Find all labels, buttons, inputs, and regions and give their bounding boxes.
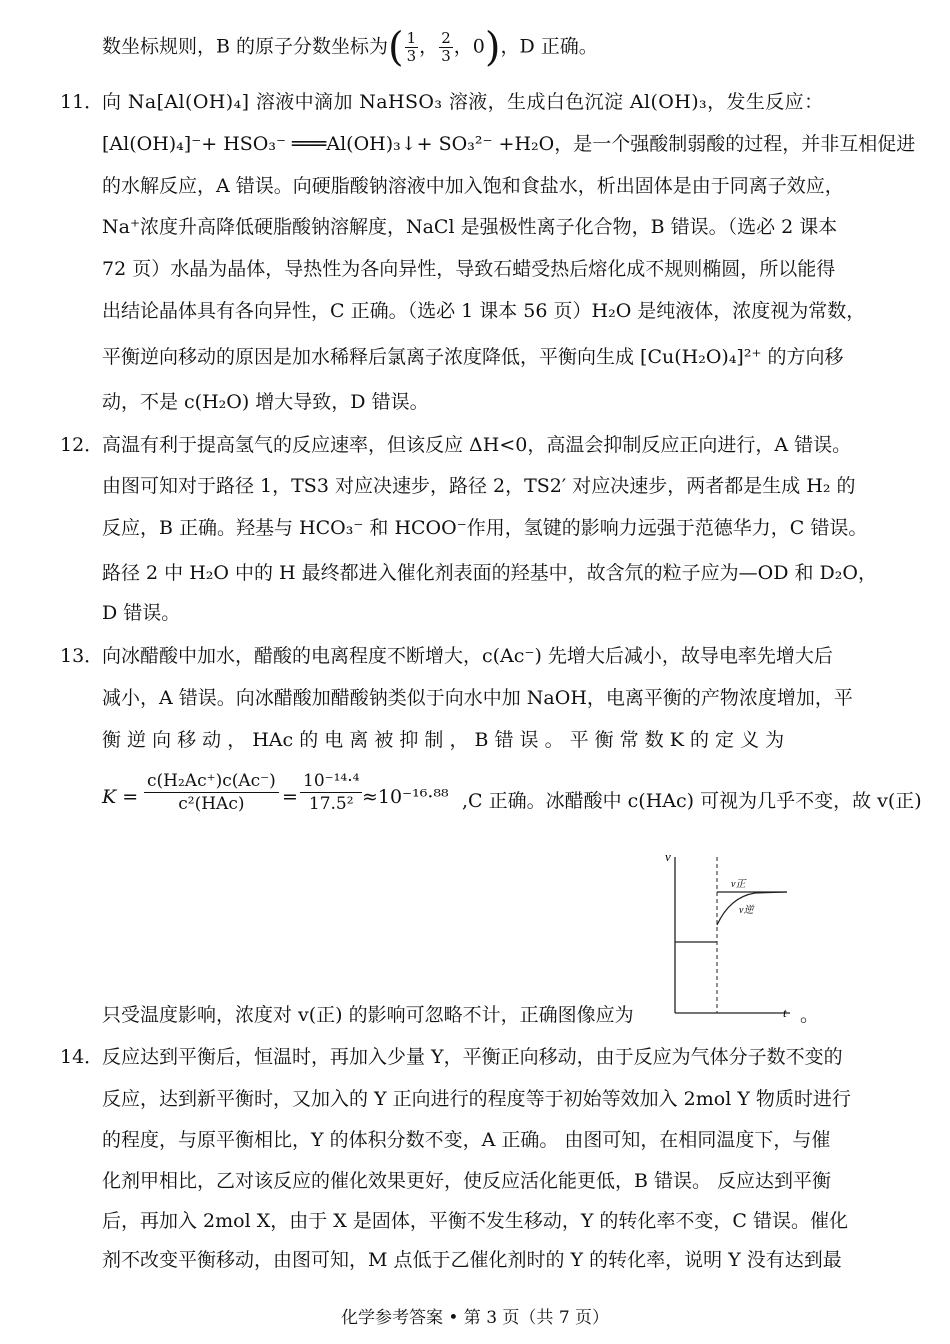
fraction — [439, 30, 453, 65]
text-line: 反应，达到新平衡时，又加入的 Y 正向进行的程度等于初始等效加入 2mol Y 物质时进行 — [102, 1088, 851, 1110]
text-line: 高温有利于提高氢气的反应速率，但该反应 ΔH<0，高温会抑制反应正向进行，A 错误。 — [102, 434, 852, 456]
k-value-fraction — [300, 770, 362, 815]
equals-sign: = — [282, 786, 298, 808]
text: 0 — [472, 35, 485, 58]
text: ，D 正确。 — [500, 35, 598, 58]
k-value-denominator: 17.5² — [308, 794, 354, 814]
x-axis-label: t — [783, 1005, 787, 1020]
y-axis-label: v — [665, 849, 671, 864]
text-line: 的程度，与原平衡相比，Y 的体积分数不变，A 正确。 由图可知，在相同温度下，与催 — [102, 1129, 831, 1151]
text-line: 反应达到平衡后，恒温时，再加入少量 Y，平衡正向移动，由于反应为气体分子数不变的 — [102, 1046, 843, 1068]
rate-time-graph — [655, 845, 800, 1020]
text-line: 72 页）水晶为晶体，导热性为各向异性，导致石蜡受热后熔化成不规则椭圆，所以能得 — [102, 258, 836, 280]
text-line: ,C 正确。冰醋酸中 c(HAc) 可视为几乎不变，故 v(正) — [462, 790, 922, 812]
text-line: 衡 逆 向 移 动 ， HAc 的 电 离 被 抑 制 ， B 错 误 。 平 衡 常 数 K 的 定 义 为 — [102, 729, 785, 751]
text-line: 由图可知对于路径 1，TS3 对应决速步，路径 2，TS2′ 对应决速步，两者都是生成 H₂ 的 — [102, 475, 856, 497]
k-approx-value: ≈10⁻¹⁶·⁸⁸ — [362, 786, 449, 808]
page-footer: 化学参考答案 • 第 3 页（共 7 页） — [340, 1308, 610, 1328]
text-line: 出结论晶体具有各向异性，C 正确。（选必 1 课本 56 页）H₂O 是纯液体，浓度视为常数， — [102, 300, 866, 322]
text-line — [102, 1003, 634, 1029]
frac-denominator: 3 — [406, 47, 417, 65]
frac-numerator: 2 — [441, 29, 451, 47]
text: 只受温度影响，浓度对 v(正) 的影响可忽略不计，正确图像应为 — [102, 1004, 634, 1026]
fraction — [405, 30, 419, 65]
question-number-11: 11． — [60, 91, 104, 113]
k-symbol: K = — [102, 786, 139, 808]
text-line: 化剂甲相比，乙对该反应的催化效果更好，使反应活化能更低，B 错误。 反应达到平衡 — [102, 1170, 832, 1192]
text-line: [Al(OH)₄]⁻+ HSO₃⁻ ═══Al(OH)₃↓+ SO₃²⁻ +H₂O，是一个强酸制弱酸的过程，并非互相促进 — [102, 133, 916, 155]
text: 。 — [800, 1004, 820, 1026]
v-reverse-label: v逆 — [739, 905, 754, 916]
text-line: 路径 2 中 H₂O 中的 H 最终都进入催化剂表面的羟基中，故含氘的粒子应为—OD 和 D₂O， — [102, 562, 877, 584]
text-line: 减小，A 错误。向冰醋酸加醋酸钠类似于向水中加 NaOH，电离平衡的产物浓度增加，平 — [102, 687, 853, 709]
question-number-14: 14． — [60, 1046, 104, 1068]
text-line: D 错误。 — [102, 602, 181, 624]
v-forward-label: v正 — [731, 879, 746, 890]
k-value-numerator: 10⁻¹⁴·⁴ — [300, 770, 362, 793]
right-paren: ) — [484, 24, 501, 71]
k-denominator: c²(HAc) — [178, 794, 245, 814]
k-fraction — [144, 770, 279, 815]
frac-numerator: 1 — [406, 29, 417, 47]
k-numerator: c(H₂Ac⁺)c(Ac⁻) — [144, 770, 279, 793]
text-line: 平衡逆向移动的原因是加水稀释后氯离子浓度降低，平衡向生成 [Cu(H₂O)₄]²⁺ 的方向移 — [102, 346, 844, 368]
text-line: 后，再加入 2mol X，由于 X 是固体，平衡不发生移动，Y 的转化率不变，C 错误。催化 — [102, 1210, 848, 1232]
question-number-13: 13． — [60, 645, 104, 667]
text-line: 反应，B 正确。羟基与 HCO₃⁻ 和 HCOO⁻作用，氢键的影响力远强于范德华力，C 错误。 — [102, 517, 868, 539]
left-paren: ( — [388, 24, 404, 71]
text-line: 的水解反应，A 错误。向硬脂酸钠溶液中加入饱和食盐水，析出固体是由于同离子效应， — [102, 175, 844, 197]
text-line: Na⁺浓度升高降低硬脂酸钠溶解度，NaCl 是强极性离子化合物，B 错误。（选必 2 课本 — [102, 216, 838, 238]
frac-denominator: 3 — [441, 47, 451, 65]
text: 数坐标规则，B 的原子分数坐标为 — [102, 35, 389, 58]
text-line: 向 Na[Al(OH)₄] 溶液中滴加 NaHSO₃ 溶液，生成白色沉淀 Al(OH)₃，发生反应： — [102, 91, 824, 113]
text-line: 向冰醋酸中加水，醋酸的电离程度不断增大，c(Ac⁻) 先增大后减小，故导电率先增大后 — [102, 645, 833, 667]
text-line: 动，不是 c(H₂O) 增大导致，D 错误。 — [102, 391, 429, 413]
text-line: 数坐标规则，B 的原子分数坐标为( $\frac{1}{3}$ ， $\frac{2}{3}$ ，0)，D 正确。 — [102, 24, 598, 71]
text-line: 剂不改变平衡移动，由图可知，M 点低于乙催化剂时的 Y 的转化率，说明 Y 没有达到最 — [102, 1249, 842, 1271]
question-number-12: 12． — [60, 434, 104, 456]
